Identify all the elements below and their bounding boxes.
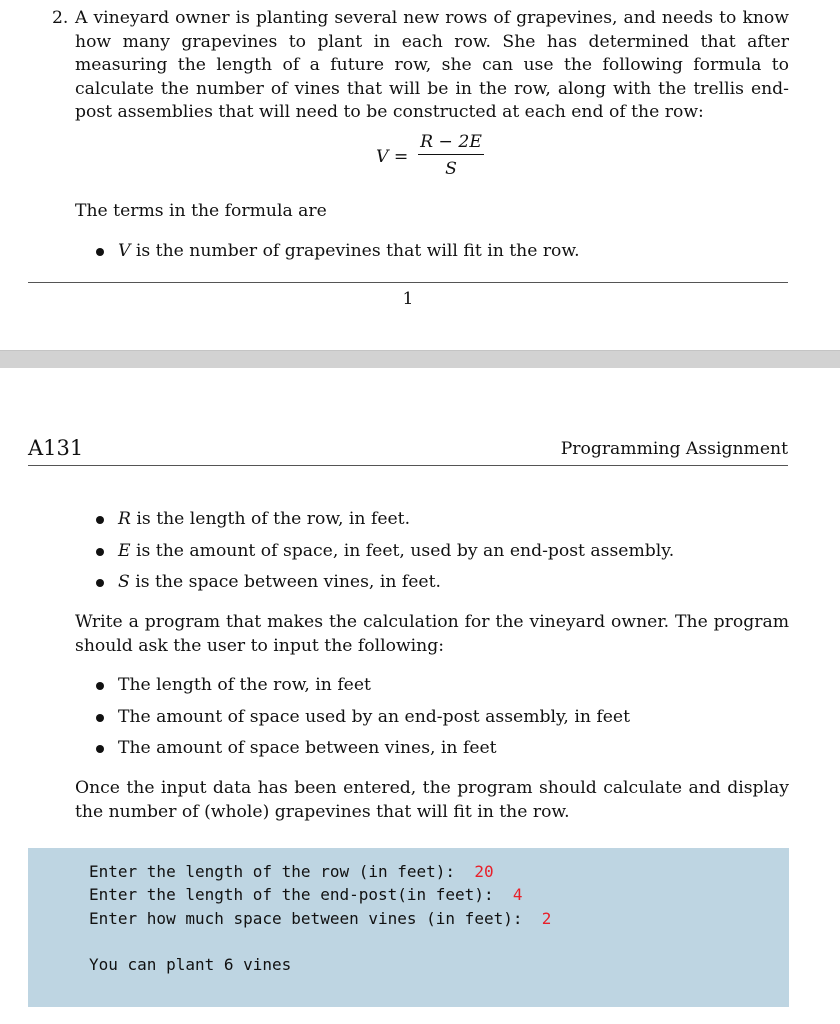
bullet-icon — [96, 682, 104, 690]
term-variable: V — [118, 241, 131, 261]
sample-console-output — [28, 848, 789, 1007]
console-line — [89, 862, 494, 881]
footer-rule — [28, 282, 788, 283]
term-variable: R — [118, 509, 131, 529]
console-line — [89, 885, 522, 904]
input-description: The amount of space used by an end-post assembly, in feet — [118, 706, 630, 727]
console-prompt: Enter the length of the row (in feet): — [89, 862, 475, 881]
bullet-icon — [96, 248, 104, 256]
bullet-icon — [96, 745, 104, 753]
list-item — [96, 571, 674, 603]
question-number: 2. — [52, 8, 69, 28]
formula-numerator: R − 2E — [420, 132, 482, 152]
instructions: Write a program that makes the calculation for the vineyard owner. The program should ask the user to input the following: — [75, 612, 789, 656]
list-item — [96, 674, 630, 706]
term-variable: E — [118, 540, 131, 561]
term-description: is the amount of space, in feet, used by an end-post assembly. — [130, 540, 675, 561]
terms-list-page1 — [96, 240, 580, 272]
page-1 — [0, 0, 840, 350]
formula-lhs: V = — [376, 147, 409, 167]
list-item — [96, 540, 674, 572]
list-item — [96, 240, 580, 272]
bullet-icon — [96, 714, 104, 722]
page-2 — [0, 368, 840, 1024]
console-prompt: Enter the length of the end-post(in feet): — [89, 885, 513, 904]
input-description: The amount of space between vines, in feet — [118, 738, 497, 758]
assignment-title: Programming Assignment — [560, 439, 788, 459]
formula-fraction — [418, 130, 484, 181]
console-output: You can plant 6 vines — [89, 955, 292, 974]
course-code: A131 — [28, 436, 84, 460]
inputs-list — [96, 674, 630, 769]
terms-intro: The terms in the formula are — [75, 201, 327, 221]
console-input-value: 4 — [512, 885, 523, 904]
term-description: is the number of grapevines that will fit in the row. — [130, 241, 580, 261]
page-number: 1 — [402, 289, 414, 309]
console-input-value: 2 — [541, 909, 552, 928]
bullet-icon — [96, 548, 104, 556]
console-prompt: Enter how much space between vines (in feet): — [89, 909, 542, 928]
term-description: is the length of the row, in feet. — [130, 509, 411, 529]
list-item — [96, 508, 674, 540]
console-input-value: 20 — [474, 862, 494, 881]
header-rule — [28, 465, 788, 466]
page-separator — [0, 350, 840, 370]
input-description: The length of the row, in feet — [118, 675, 371, 695]
list-item — [96, 706, 630, 738]
bullet-icon — [96, 579, 104, 587]
term-description: is the space between vines, in feet. — [129, 572, 441, 592]
term-variable: S — [118, 572, 130, 592]
formula-denominator: S — [445, 159, 457, 179]
list-item — [96, 737, 630, 769]
closing-paragraph: Once the input data has been entered, the program should calculate and display the number of (whole) grapevines that will fit in the row. — [75, 778, 789, 822]
bullet-icon — [96, 516, 104, 524]
fraction-bar — [418, 154, 484, 155]
question-intro: A vineyard owner is planting several new rows of grapevines, and needs to know how many grapevines to plant in each row. She has determined that after measuring the length of a future row, she can use the following formula to calculate the number of vines that will be in the row, along with the trellis end-post assemblies that will need to be constructed at each end of the row: — [75, 8, 789, 122]
terms-list-page2 — [96, 508, 674, 603]
console-line — [89, 909, 551, 928]
